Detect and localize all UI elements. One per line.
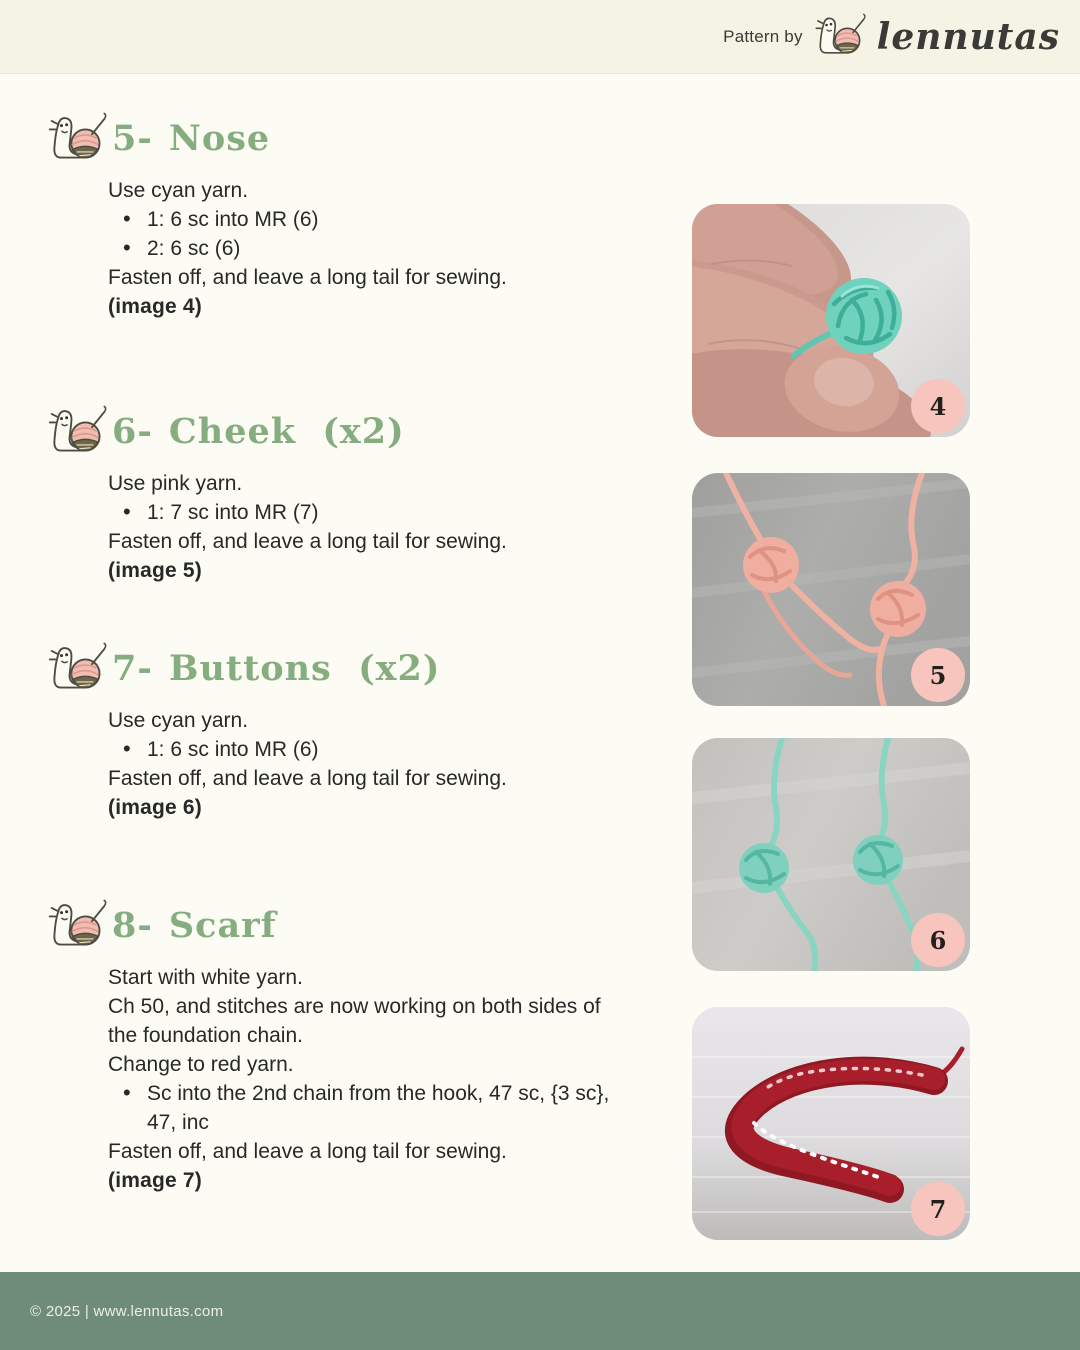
section-title: 8- Scarf: [112, 904, 277, 946]
instruction-line: Use cyan yarn.: [108, 709, 249, 732]
figure-buttons-photo: [692, 738, 970, 971]
section-title: 7- Buttons (x2): [112, 647, 441, 689]
snail-icon: [46, 403, 108, 460]
section-cheek: [46, 403, 666, 585]
instruction-line: Use pink yarn.: [108, 472, 243, 495]
round-item: • Sc into the 2nd chain from the hook, 47 sc, {3 sc}, 47, inc: [123, 1079, 616, 1137]
figure-cheeks-photo: [692, 473, 970, 706]
instruction-line: Ch 50, and stitches are now working on both sides of the foundation chain.: [108, 995, 601, 1047]
image-reference: (image 6): [108, 796, 202, 819]
round-list: [108, 498, 616, 527]
round-item: • 1: 6 sc into MR (6): [123, 735, 616, 764]
instruction-line: Fasten off, and leave a long tail for sewing.: [108, 1140, 507, 1163]
image-reference: (image 7): [108, 1169, 202, 1192]
figure-number-badge: 6: [911, 913, 965, 967]
instruction-line: Fasten off, and leave a long tail for sewing.: [108, 767, 507, 790]
snail-icon: [46, 110, 108, 167]
section-cheek-body: [108, 469, 616, 585]
image-reference: (image 4): [108, 295, 202, 318]
pattern-by-label: Pattern by: [723, 26, 803, 46]
snail-logo-icon: [813, 9, 867, 64]
figure-nose-photo: [692, 204, 970, 437]
section-buttons-body: [108, 706, 616, 822]
section-buttons: [46, 640, 666, 822]
figure-number-badge: 5: [911, 648, 965, 702]
page-header: [0, 0, 1080, 74]
instruction-line: Use cyan yarn.: [108, 179, 249, 202]
round-item: • 1: 6 sc into MR (6): [123, 205, 616, 234]
brand-wordmark: lennutas: [876, 15, 1060, 58]
section-nose: [46, 110, 666, 321]
snail-icon: [46, 640, 108, 697]
figure-scarf-photo: [692, 1007, 970, 1240]
section-nose-heading: [46, 110, 666, 166]
round-list: [108, 1079, 616, 1137]
instruction-line: Fasten off, and leave a long tail for sewing.: [108, 266, 507, 289]
page-footer: [0, 1272, 1080, 1350]
section-buttons-heading: [46, 640, 666, 696]
figure-number-badge: 4: [911, 379, 965, 433]
instruction-line: Fasten off, and leave a long tail for sewing.: [108, 530, 507, 553]
section-cheek-heading: [46, 403, 666, 459]
image-reference: (image 5): [108, 559, 202, 582]
round-item: • 2: 6 sc (6): [123, 234, 616, 263]
round-list: [108, 205, 616, 263]
section-nose-body: [108, 176, 616, 321]
instruction-line: Start with white yarn.: [108, 966, 303, 989]
section-scarf-body: [108, 963, 616, 1195]
snail-icon: [46, 897, 108, 954]
copyright-website-text: © 2025 | www.lennutas.com: [30, 1302, 224, 1320]
figure-number-badge: 7: [911, 1182, 965, 1236]
section-scarf: [46, 897, 666, 1195]
section-title: 6- Cheek (x2): [112, 410, 405, 452]
section-title: 5- Nose: [112, 117, 271, 159]
round-item: • 1: 7 sc into MR (7): [123, 498, 616, 527]
round-list: [108, 735, 616, 764]
instruction-line: Change to red yarn.: [108, 1053, 294, 1076]
section-scarf-heading: [46, 897, 666, 953]
